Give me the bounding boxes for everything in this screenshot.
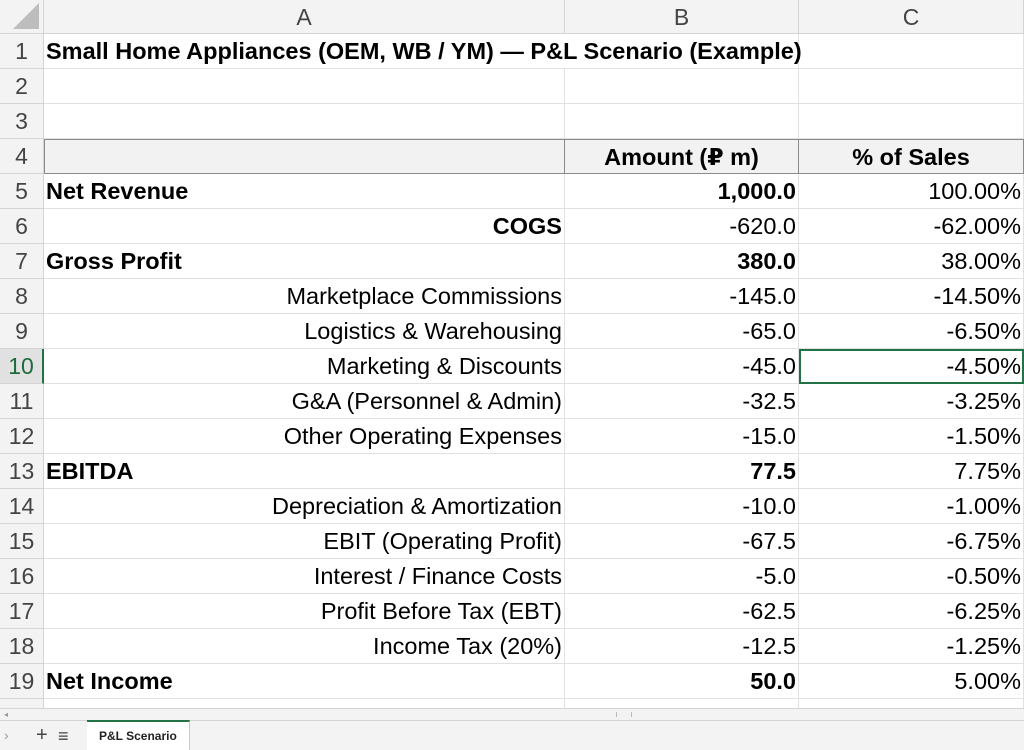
row-amount[interactable]: -62.5 (565, 594, 799, 629)
row-label[interactable]: Net Revenue (44, 174, 565, 209)
header-cell-blank[interactable] (44, 139, 565, 174)
row-label[interactable]: Net Income (44, 664, 565, 699)
row-label[interactable]: Profit Before Tax (EBT) (44, 594, 565, 629)
row-label[interactable]: EBIT (Operating Profit) (44, 524, 565, 559)
table-row (44, 69, 1024, 104)
select-all-triangle-icon (13, 3, 39, 29)
row-label[interactable]: G&A (Personnel & Admin) (44, 384, 565, 419)
row-pct[interactable]: -6.25% (799, 594, 1024, 629)
cell-c3[interactable] (799, 104, 1024, 139)
row-label[interactable]: COGS (44, 209, 565, 244)
table-row (44, 104, 1024, 139)
row-pct[interactable]: 5.00% (799, 664, 1024, 699)
row-header-10[interactable]: 10 (0, 349, 44, 384)
chevron-left-icon[interactable]: › (4, 727, 9, 743)
table-row (44, 699, 1024, 708)
row-amount[interactable]: 50.0 (565, 664, 799, 699)
table-header-row (44, 139, 1024, 174)
row-header-20[interactable] (0, 699, 44, 708)
row-header-6[interactable]: 6 (0, 209, 44, 244)
table-row (44, 664, 1024, 699)
cell-b20[interactable] (565, 699, 799, 708)
row-header-7[interactable]: 7 (0, 244, 44, 279)
row-label[interactable]: Gross Profit (44, 244, 565, 279)
row-pct[interactable]: -1.50% (799, 419, 1024, 454)
cell-c1[interactable] (799, 34, 1024, 69)
row-header-9[interactable]: 9 (0, 314, 44, 349)
sheet-tab-pl-scenario[interactable]: P&L Scenario (87, 720, 190, 750)
row-label[interactable]: Marketplace Commissions (44, 279, 565, 314)
table-row (44, 349, 1024, 384)
row-header-18[interactable]: 18 (0, 629, 44, 664)
table-row (44, 629, 1024, 664)
cell-c20[interactable] (799, 699, 1024, 708)
hamburger-icon[interactable]: ≡ (58, 726, 69, 746)
row-amount[interactable]: -32.5 (565, 384, 799, 419)
table-row (44, 314, 1024, 349)
cell-b3[interactable] (565, 104, 799, 139)
column-header-a[interactable]: A (44, 0, 565, 34)
row-amount[interactable]: -5.0 (565, 559, 799, 594)
row-header-19[interactable]: 19 (0, 664, 44, 699)
row-amount[interactable]: -67.5 (565, 524, 799, 559)
cell-b2[interactable] (565, 69, 799, 104)
row-header-8[interactable]: 8 (0, 279, 44, 314)
row-amount[interactable]: 1,000.0 (565, 174, 799, 209)
row-header-4[interactable]: 4 (0, 139, 44, 174)
cell-c2[interactable] (799, 69, 1024, 104)
table-row (44, 454, 1024, 489)
row-label[interactable]: Income Tax (20%) (44, 629, 565, 664)
row-label[interactable]: Other Operating Expenses (44, 419, 565, 454)
table-row (44, 174, 1024, 209)
table-row (44, 244, 1024, 279)
column-header-b[interactable]: B (565, 0, 799, 34)
row-pct[interactable]: -1.00% (799, 489, 1024, 524)
row-pct[interactable]: -0.50% (799, 559, 1024, 594)
row-pct[interactable]: 100.00% (799, 174, 1024, 209)
row-amount[interactable]: -12.5 (565, 629, 799, 664)
plus-icon[interactable]: + (36, 724, 48, 746)
row-header-16[interactable]: 16 (0, 559, 44, 594)
row-pct[interactable]: 38.00% (799, 244, 1024, 279)
row-header-13[interactable]: 13 (0, 454, 44, 489)
table-row (44, 279, 1024, 314)
header-pct-of-sales[interactable]: % of Sales (799, 139, 1024, 174)
row-amount[interactable]: -620.0 (565, 209, 799, 244)
table-row (44, 524, 1024, 559)
row-pct[interactable]: -6.75% (799, 524, 1024, 559)
table-row (44, 209, 1024, 244)
row-pct[interactable]: 7.75% (799, 454, 1024, 489)
row-header-5[interactable]: 5 (0, 174, 44, 209)
row-amount[interactable]: -45.0 (565, 349, 799, 384)
table-row (44, 594, 1024, 629)
row-header-2[interactable]: 2 (0, 69, 44, 104)
cell-a20[interactable] (44, 699, 565, 708)
row-pct[interactable]: -3.25% (799, 384, 1024, 419)
row-amount[interactable]: -145.0 (565, 279, 799, 314)
row-pct[interactable]: -1.25% (799, 629, 1024, 664)
row-label[interactable]: EBITDA (44, 454, 565, 489)
row-header-1[interactable]: 1 (0, 34, 44, 69)
row-label[interactable]: Marketing & Discounts (44, 349, 565, 384)
row-pct[interactable]: -6.50% (799, 314, 1024, 349)
select-all-corner[interactable] (0, 0, 44, 34)
table-row (44, 419, 1024, 454)
row-label[interactable]: Logistics & Warehousing (44, 314, 565, 349)
row-pct[interactable]: -14.50% (799, 279, 1024, 314)
row-header-17[interactable]: 17 (0, 594, 44, 629)
row-header-3[interactable]: 3 (0, 104, 44, 139)
row-amount[interactable]: -65.0 (565, 314, 799, 349)
active-cell[interactable]: -4.50% (799, 349, 1024, 384)
row-header-12[interactable]: 12 (0, 419, 44, 454)
row-amount[interactable]: 380.0 (565, 244, 799, 279)
row-pct[interactable]: -62.00% (799, 209, 1024, 244)
cell-a2[interactable] (44, 69, 565, 104)
row-label[interactable]: Interest / Finance Costs (44, 559, 565, 594)
row-amount[interactable]: 77.5 (565, 454, 799, 489)
row-amount[interactable]: -15.0 (565, 419, 799, 454)
cell-a3[interactable] (44, 104, 565, 139)
row-header-11[interactable]: 11 (0, 384, 44, 419)
table-row (44, 384, 1024, 419)
sheet-tab-bar (0, 720, 1024, 750)
row-header-14[interactable]: 14 (0, 489, 44, 524)
horizontal-scrollbar[interactable] (0, 708, 1024, 720)
scroll-left-icon[interactable]: ◂ (4, 710, 9, 719)
row-header-15[interactable]: 15 (0, 524, 44, 559)
table-row (44, 489, 1024, 524)
row-amount[interactable]: -10.0 (565, 489, 799, 524)
scrollbar-grip-icon[interactable] (616, 712, 632, 717)
table-row (44, 34, 1024, 69)
title-cell[interactable]: Small Home Appliances (OEM, WB / YM) — P&L Scenario (Example) (44, 34, 565, 69)
column-header-c[interactable]: C (799, 0, 1024, 34)
header-amount[interactable]: Amount (₽ m) (565, 139, 799, 174)
row-label[interactable]: Depreciation & Amortization (44, 489, 565, 524)
table-row (44, 559, 1024, 594)
